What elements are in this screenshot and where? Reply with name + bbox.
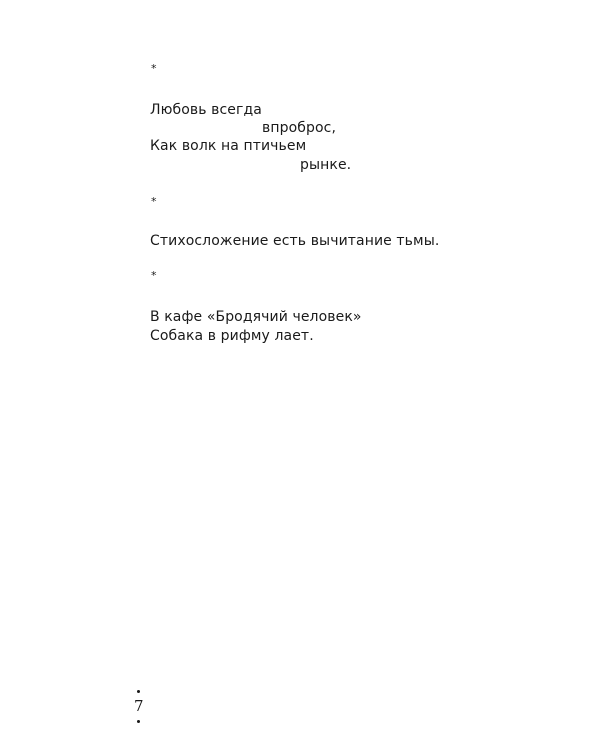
poem-line: рынке. (300, 157, 352, 173)
poem-separator: * (151, 195, 157, 208)
page-number: 7 (134, 697, 144, 715)
poem-separator: * (151, 269, 157, 282)
poem-line: Стихосложение есть вычитание тьмы. (150, 233, 440, 249)
poem-separator: * (151, 62, 157, 75)
poem-line: впроброс, (262, 120, 336, 136)
poem-line: Как волк на птичьем (150, 138, 307, 154)
page-number-dot-bottom (137, 720, 140, 723)
poem-line: В кафе «Бродячий человек» (150, 309, 362, 325)
poem-line: Собака в рифму лает. (150, 328, 314, 344)
page-number-dot-top (137, 690, 140, 693)
poem-line: Любовь всегда (150, 102, 262, 118)
